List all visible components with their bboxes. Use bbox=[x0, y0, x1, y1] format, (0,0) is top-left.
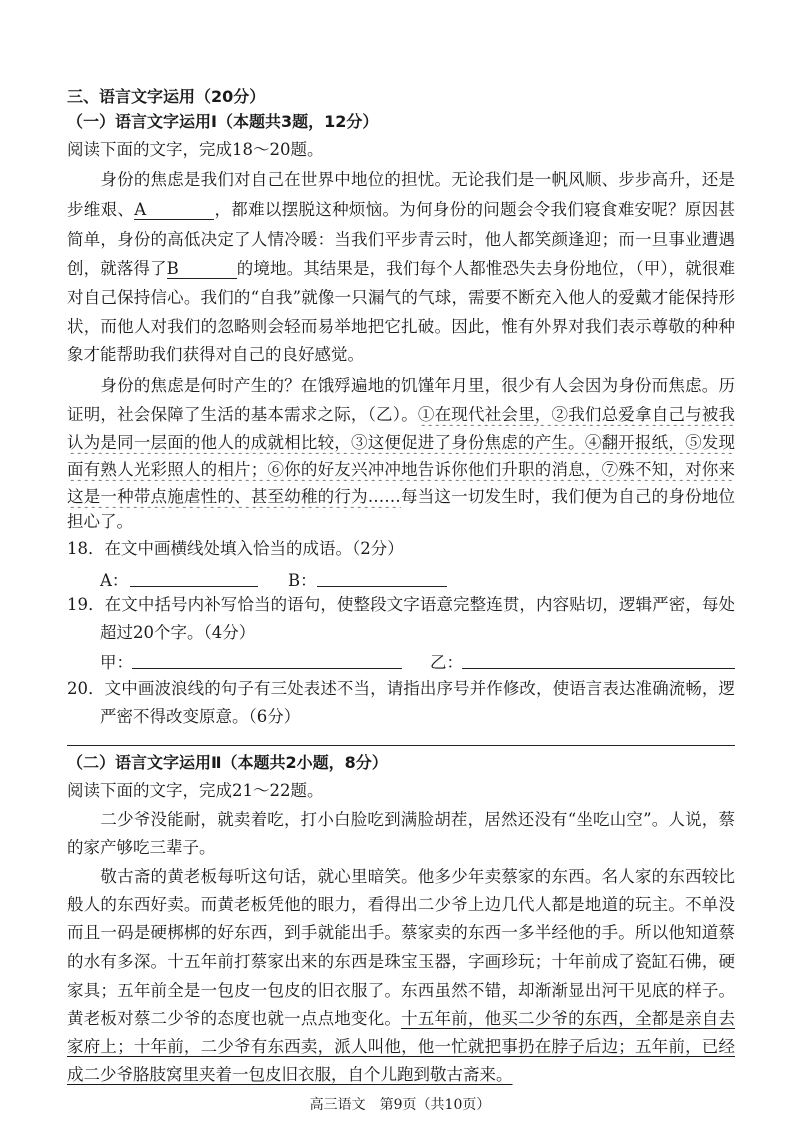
text-segment: 创，就落得了 bbox=[67, 259, 167, 278]
text-segment: 般人的东西好卖。而黄老板凭他的眼力，看得出二少爷上边几代人都是地道的玩主。不单没 bbox=[67, 895, 735, 914]
question-19-line1: 19．在文中括号内补写恰当的语句，使整段文字语意完整连贯，内容贴切，逻辑严密，每处 bbox=[67, 595, 735, 614]
passage-line bbox=[67, 980, 735, 1002]
part1-instruction: 阅读下面的文字，完成18～20题。 bbox=[67, 140, 324, 159]
text-segment: 家具；五年前全是一包皮一包皮的旧衣服了。东西虽然不错，却渐渐显出 bbox=[67, 981, 602, 1000]
marked-text: 这是一种带点施虐性的、甚至幼稚的行为…… bbox=[67, 487, 401, 506]
part2-instruction: 阅读下面的文字，完成21～22题。 bbox=[67, 781, 324, 800]
text-segment: 黄老板对蔡二少爷的态度也就一点点地变化。 bbox=[67, 1009, 402, 1028]
q19-yi-answer-line[interactable] bbox=[462, 650, 735, 669]
text-segment: 的样子。 bbox=[668, 981, 735, 1000]
text-segment: 简单，身份的高低决定了人情冷暖：当我们平步青云时，他人都笑颜逢迎；而一旦事业遭遇 bbox=[67, 230, 735, 249]
passage-line bbox=[67, 1008, 735, 1030]
text-segment: 每当这一切发生时，我们便为自己的身份地位 bbox=[400, 487, 735, 506]
passage-line bbox=[67, 1036, 735, 1058]
marked-text: 家府上；十年前，二少爷有东西卖，派人叫他，他一忙就把事扔在脖子后边；五年前，已经 bbox=[67, 1037, 735, 1056]
text-segment: ，都难以摆脱这种烦恼。为何身份的问题会令我们寝食难安呢？原因甚 bbox=[214, 200, 735, 219]
q18-b-answer-line[interactable] bbox=[317, 568, 447, 587]
text-segment: 的家产够吃三辈子。 bbox=[67, 838, 216, 857]
passage-line bbox=[67, 922, 735, 944]
text-segment: 而且一码是硬梆梆的好东西，到手就能出手。蔡家卖的东西一多半经他的手。所以他知道蔡 bbox=[67, 923, 735, 942]
marked-text: ①在现代社会里，②我们总爱拿自己与被我 bbox=[417, 405, 735, 424]
text-segment: 的境地。其结果是，我们每个人都惟恐失去身份地位，（甲），就很难 bbox=[236, 259, 735, 278]
passage-line bbox=[67, 809, 735, 831]
q18-a-label: A： bbox=[100, 571, 129, 590]
q20-answer-line[interactable] bbox=[67, 745, 735, 746]
text-segment: 身份的焦虑是何时产生的？在饿殍遍地的饥馑年月里，很少有人会因为身份而焦虑。历 bbox=[100, 376, 735, 395]
passage-line bbox=[67, 837, 735, 859]
section-title: 三、语言文字运用（20分） bbox=[67, 87, 266, 106]
marked-text: 水有多深 bbox=[83, 952, 151, 971]
fill-in-blank: B bbox=[167, 260, 237, 279]
passage-line bbox=[67, 459, 735, 481]
passage-line bbox=[67, 199, 735, 221]
passage-line bbox=[67, 404, 735, 426]
question-20-line1: 20．文中画波浪线的句子有三处表述不当，请指出序号并作修改，使语言表达准确流畅，逻 bbox=[67, 679, 735, 698]
q19-yi-label: 乙： bbox=[430, 653, 463, 672]
question-18: 18．在文中画横线处填入恰当的成语。（2分） bbox=[67, 539, 404, 558]
passage-line bbox=[67, 344, 735, 366]
part2-title: （二）语言文字运用Ⅱ（本题共2小题，8分） bbox=[67, 753, 388, 772]
text-segment: 证明，社会保障了生活的基本需求之际，（乙）。 bbox=[67, 405, 418, 424]
passage-line bbox=[67, 258, 735, 280]
question-20-line2: 严密不得改变原意。（6分） bbox=[67, 707, 301, 726]
marked-text: 认为是同一层面的他人的成就相比较，③这便促进了身份焦虑的产生。④翻开报纸，⑤发现 bbox=[67, 433, 735, 452]
passage-line bbox=[67, 1064, 735, 1086]
text-segment: 状，而他人对我们的忽略则会轻而易举地把它扎破。因此，惟有外界对我们表示尊敬的种种 bbox=[67, 317, 735, 336]
passage-line bbox=[67, 375, 735, 397]
passage-line bbox=[67, 866, 735, 888]
passage-line bbox=[67, 432, 735, 454]
text-segment: 二少爷没能耐，就卖着吃，打小白脸吃到满脸胡茬，居然还没有“坐吃山空”。人说，蔡 bbox=[100, 810, 735, 829]
q18-a-answer-line[interactable] bbox=[130, 568, 258, 587]
marked-text: 十五年前，他买二少爷的东西，全都是亲自去 bbox=[401, 1009, 735, 1028]
page-footer: 高三语文 第9页（共10页） bbox=[309, 1097, 491, 1113]
text-segment: 步维艰、 bbox=[67, 200, 135, 219]
marked-text: 河干见底 bbox=[601, 981, 669, 1000]
passage-line bbox=[67, 951, 735, 973]
passage-line bbox=[67, 287, 735, 309]
text-segment: 身份的焦虑是我们对自己在世界中地位的担忧。无论我们是一帆风顺、步步高升，还是 bbox=[100, 170, 735, 189]
passage-line bbox=[67, 229, 735, 251]
fill-in-blank: A bbox=[134, 201, 214, 220]
passage-line bbox=[67, 316, 735, 338]
marked-text: 面有熟人光彩照人的相片；⑥你的好友兴冲冲地告诉你他们升职的消息，⑦殊不知，对你来 bbox=[67, 460, 735, 479]
passage-line bbox=[67, 511, 735, 533]
text-segment: 对自己保持信心。我们的“自我”就像一只漏气的气球，需要不断充入他人的爱戴才能保持形 bbox=[67, 288, 735, 307]
text-segment: 的 bbox=[67, 952, 84, 971]
passage-line bbox=[67, 894, 735, 916]
passage-line bbox=[67, 486, 735, 508]
question-19-line2: 超过20个字。（4分） bbox=[67, 623, 256, 642]
q18-b-label: B： bbox=[288, 571, 317, 590]
text-segment: 担心了。 bbox=[67, 512, 133, 531]
text-segment: 敬古斋的黄老板每听这句话，就心里暗笑。他多少年卖蔡家的东西。名人家的东西较比 bbox=[100, 867, 735, 886]
q19-jia-answer-line[interactable] bbox=[132, 650, 402, 669]
q19-jia-label: 甲： bbox=[100, 653, 133, 672]
marked-text: 成二少爷胳肢窝里夹着一包皮旧衣服，自个儿跑到敬古斋来。 bbox=[67, 1065, 513, 1084]
part1-title: （一）语言文字运用Ⅰ（本题共3题，12分） bbox=[67, 112, 379, 131]
passage-line bbox=[67, 169, 735, 191]
text-segment: 。十五年前打蔡家出来的东西是珠宝玉器，字画珍玩；十年前成了瓷缸石佛，硬 bbox=[150, 952, 735, 971]
text-segment: 象才能帮助我们获得对自己的良好感觉。 bbox=[67, 345, 364, 364]
